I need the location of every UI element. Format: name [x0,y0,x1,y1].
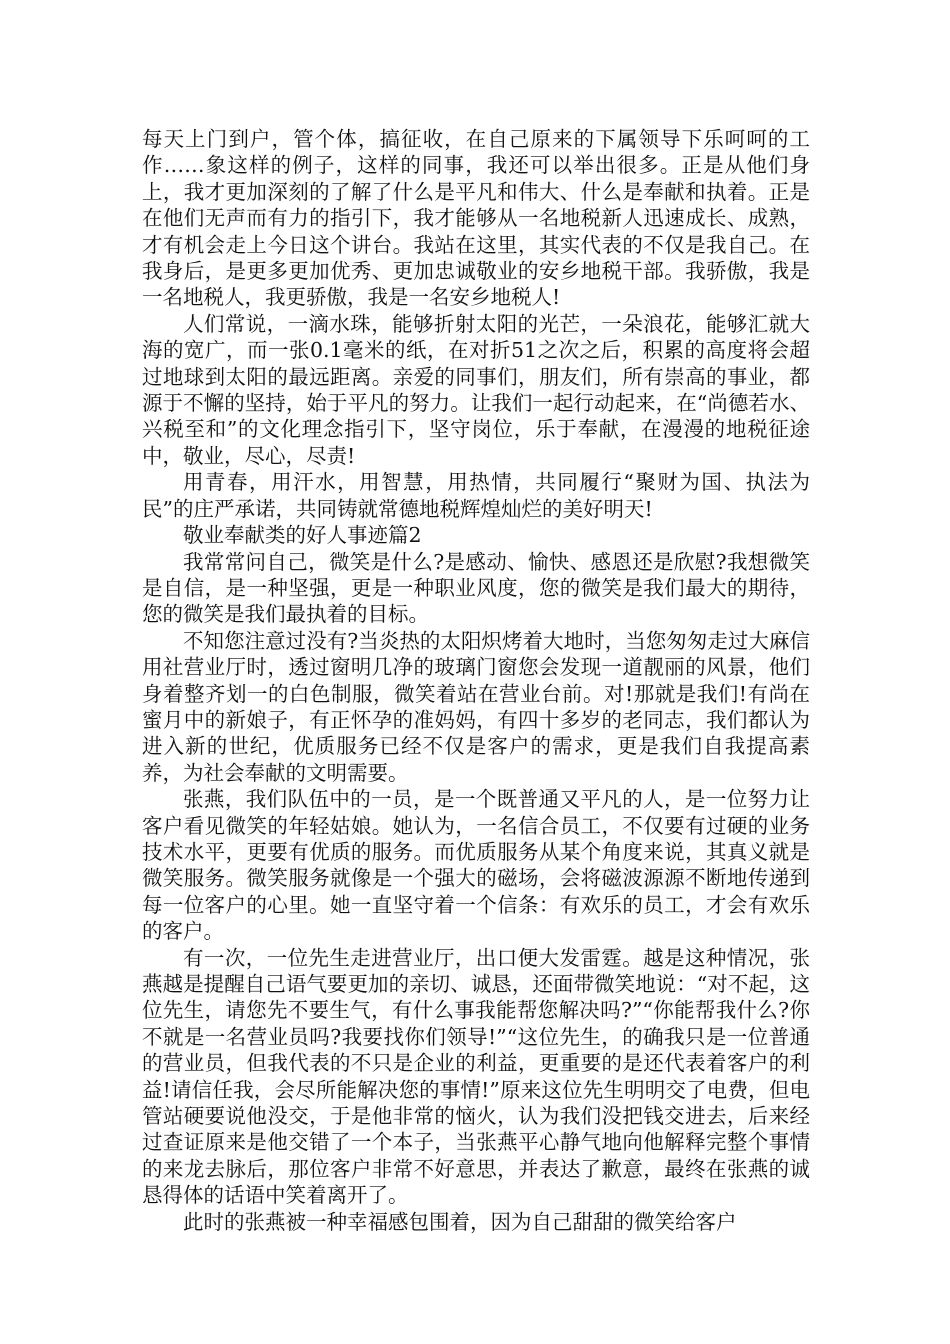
paragraph-water-drop: 人们常说，一滴水珠，能够折射太阳的光芒，一朵浪花，能够汇就大海的宽广，而一张0.1毫米的纸，在对折51之次之后，积累的高度将会超过地球到太阳的最远距离。亲爱的同事们，朋友们，所有崇高的事业，都源于不懈的坚持，始于平凡的努力。让我们一起行动起来，在“尚德若水、兴税至和”的文化理念指引下，坚守岗位，乐于奉献，在漫漫的地税征途中，敬业，尽心，尽责! [142,311,810,468]
paragraph-zhang-yan: 张燕，我们队伍中的一员，是一个既普通又平凡的人，是一位努力让客户看见微笑的年轻姑娘。她认为，一名信合员工，不仅要有过硬的业务技术水平，更要有优质的服务。而优质服务从某个角度来说，其真义就是微笑服务。微笑服务就像是一个强大的磁场，会将磁波源源不断地传递到每一位客户的心里。她一直坚守着一个信条：有欢乐的员工，才会有欢乐的客户。 [142,787,810,944]
section-heading: 敬业奉献类的好人事迹篇2 [183,523,422,548]
paragraph-customer-story: 有一次，一位先生走进营业厅，出口便大发雷霆。越是这种情况，张燕越是提醒自己语气要更加的亲切、诚恳，还面带微笑地说：“对不起，这位先生，请您先不要生气，有什么事我能帮您解决吗?”“你能帮我什么?你不就是一名营业员吗?我要找你们领导!”“这位先生，的确我只是一位普通的营业员，但我代表的不只是企业的利益，更重要的是还代表着客户的利益!请信任我，会尽所能解决您的事情!”原来这位先生明明交了电费，但电管站硬要说他没交，于是他非常的恼火，认为我们没把钱交进去，后来经过查证原来是他交错了一个本子，当张燕平心静气地向他解释完整个事情的来龙去脉后，那位客户非常不好意思，并表达了歉意，最终在张燕的诚恳得体的话语中笑着离开了。 [142,945,810,1208]
paragraph-happiness: 此时的张燕被一种幸福感包围着，因为自己甜甜的微笑给客户 [183,1209,737,1234]
paragraph-continuation: 每天上门到户，管个体，搞征收，在自己原来的下属领导下乐呵呵的工作……象这样的例子，这样的同事，我还可以举出很多。正是从他们身上，我才更加深刻的了解了什么是平凡和伟大、什么是奉献和执着。正是在他们无声而有力的指引下，我才能够从一名地税新人迅速成长、成熟，才有机会走上今日这个讲台。我站在这里，其实代表的不仅是我自己。在我身后，是更多更加优秀、更加忠诚敬业的安乡地税干部。我骄傲，我是一名地税人，我更骄傲，我是一名安乡地税人! [142,127,810,310]
paragraph-scenery: 不知您注意过没有?当炎热的太阳炽烤着大地时，当您匆匆走过大麻信用社营业厅时，透过窗明几净的玻璃门窗您会发现一道靓丽的风景，他们身着整齐划一的白色制服，微笑着站在营业台前。对!那就是我们!有尚在蜜月中的新娘子，有正怀孕的准妈妈，有四十多岁的老同志，我们都认为进入新的世纪，优质服务已经不仅是客户的需求，更是我们自我提高素养，为社会奉献的文明需要。 [142,628,810,785]
document-page [142,126,810,1235]
paragraph-youth-promise: 用青春，用汗水，用智慧，用热情，共同履行“聚财为国、执法为民”的庄严承诺，共同铸就常德地税辉煌灿烂的美好明天! [142,470,810,521]
paragraph-smile-question: 我常常问自己，微笑是什么?是感动、愉快、感恩还是欣慰?我想微笑是自信，是一种坚强，更是一种职业风度，您的微笑是我们最大的期待，您的微笑是我们最执着的目标。 [142,549,810,627]
